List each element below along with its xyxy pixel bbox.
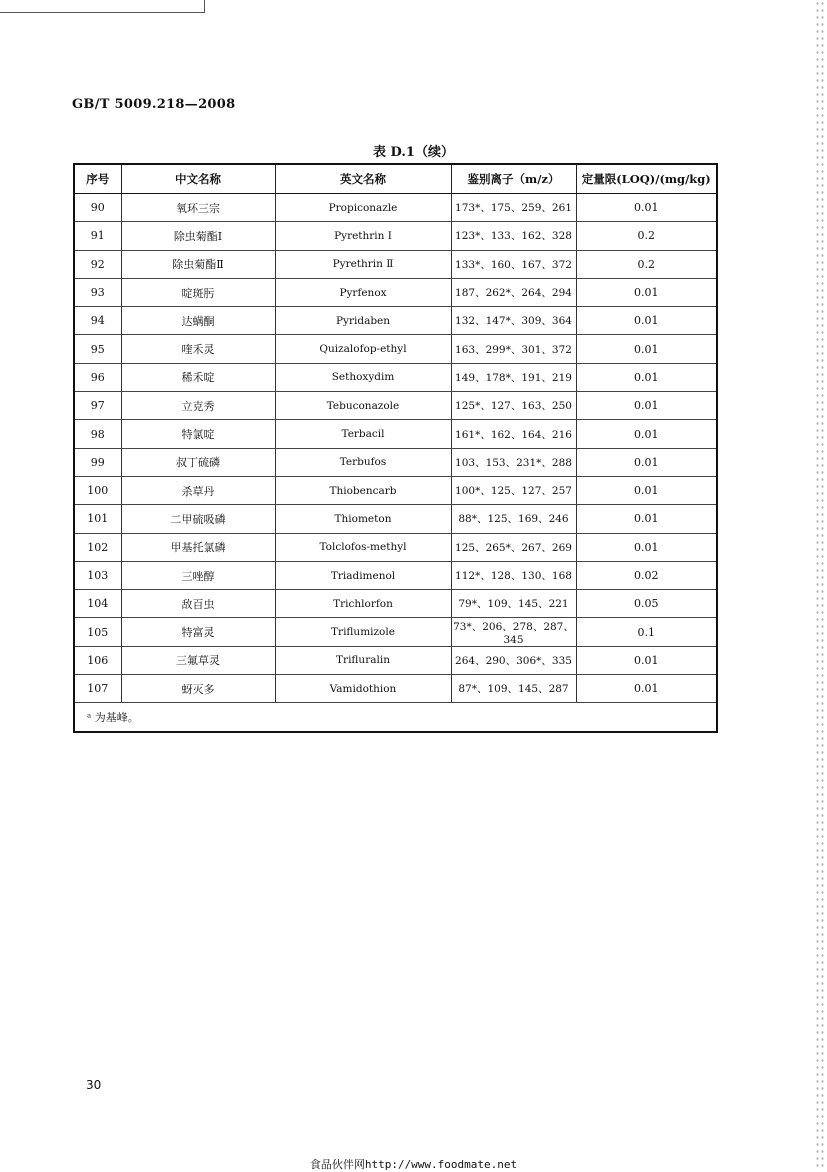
cell-en-name: Pyrfenox <box>275 278 451 306</box>
cell-loq: 0.2 <box>576 222 717 250</box>
table-row <box>74 505 717 533</box>
table-row <box>74 675 717 703</box>
pesticide-table <box>73 163 718 733</box>
table-row <box>74 307 717 335</box>
cell-ions: 125、265*、267、269 <box>451 533 576 561</box>
table-caption: 表 D.1（续） <box>373 145 454 160</box>
cell-cn-name: 三氟草灵 <box>121 646 275 674</box>
cell-loq: 0.01 <box>576 420 717 448</box>
cell-ions: 123*、133、162、328 <box>451 222 576 250</box>
footer-website: 食品伙伴网http://www.foodmate.net <box>309 1158 518 1171</box>
table-row <box>74 618 717 646</box>
page-number: 30 <box>86 1078 102 1092</box>
cell-no: 94 <box>74 307 121 335</box>
cell-en-name: Terbufos <box>275 448 451 476</box>
table-header-row <box>74 164 717 194</box>
cell-ions: 133*、160、167、372 <box>451 250 576 278</box>
cell-no: 96 <box>74 363 121 391</box>
cell-ions: 79*、109、145、221 <box>451 590 576 618</box>
cell-cn-name: 二甲硫吸磷 <box>121 505 275 533</box>
header-loq: 定量限(LOQ)/(mg/kg) <box>576 164 717 194</box>
cell-en-name: Propiconazle <box>275 194 451 222</box>
cell-no: 102 <box>74 533 121 561</box>
cell-en-name: Pyridaben <box>275 307 451 335</box>
cell-cn-name: 喹禾灵 <box>121 335 275 363</box>
cell-ions: 103、153、231*、288 <box>451 448 576 476</box>
cell-ions: 132、147*、309、364 <box>451 307 576 335</box>
cell-ions: 264、290、306*、335 <box>451 646 576 674</box>
top-rule-tick <box>204 0 205 13</box>
cell-ions: 73*、206、278、287、345 <box>451 618 576 646</box>
cell-en-name: Pyrethrin Ⅰ <box>275 222 451 250</box>
cell-cn-name: 氧环三宗 <box>121 194 275 222</box>
table-row <box>74 363 717 391</box>
cell-no: 95 <box>74 335 121 363</box>
cell-loq: 0.01 <box>576 363 717 391</box>
cell-en-name: Triadimenol <box>275 561 451 589</box>
cell-loq: 0.2 <box>576 250 717 278</box>
cell-en-name: Vamidothion <box>275 675 451 703</box>
cell-en-name: Tolclofos-methyl <box>275 533 451 561</box>
cell-loq: 0.01 <box>576 392 717 420</box>
table-row <box>74 222 717 250</box>
table-body <box>74 194 717 732</box>
cell-ions: 88*、125、169、246 <box>451 505 576 533</box>
cell-cn-name: 特氯啶 <box>121 420 275 448</box>
cell-no: 101 <box>74 505 121 533</box>
table-row <box>74 646 717 674</box>
cell-no: 98 <box>74 420 121 448</box>
cell-ions: 187、262*、264、294 <box>451 278 576 306</box>
cell-cn-name: 叔丁硫磷 <box>121 448 275 476</box>
cell-ions: 161*、162、164、216 <box>451 420 576 448</box>
cell-cn-name: 立克秀 <box>121 392 275 420</box>
cell-loq: 0.01 <box>576 335 717 363</box>
cell-no: 105 <box>74 618 121 646</box>
table-row <box>74 561 717 589</box>
cell-cn-name: 蚜灭多 <box>121 675 275 703</box>
cell-en-name: Triflumizole <box>275 618 451 646</box>
cell-en-name: Pyrethrin Ⅱ <box>275 250 451 278</box>
cell-ions: 149、178*、191、219 <box>451 363 576 391</box>
cell-en-name: Terbacil <box>275 420 451 448</box>
cell-en-name: Sethoxydim <box>275 363 451 391</box>
cell-en-name: Thiobencarb <box>275 476 451 504</box>
cell-cn-name: 达螨酮 <box>121 307 275 335</box>
table-row <box>74 392 717 420</box>
cell-loq: 0.02 <box>576 561 717 589</box>
cell-cn-name: 三唑醇 <box>121 561 275 589</box>
cell-loq: 0.01 <box>576 646 717 674</box>
cell-en-name: Trichlorfon <box>275 590 451 618</box>
table-row <box>74 476 717 504</box>
cell-no: 100 <box>74 476 121 504</box>
table-row <box>74 448 717 476</box>
table-row <box>74 278 717 306</box>
cell-cn-name: 啶斑肟 <box>121 278 275 306</box>
cell-no: 103 <box>74 561 121 589</box>
header-en-name: 英文名称 <box>275 164 451 194</box>
cell-no: 92 <box>74 250 121 278</box>
top-rule <box>0 12 205 13</box>
cell-en-name: Tebuconazole <box>275 392 451 420</box>
cell-no: 104 <box>74 590 121 618</box>
cell-ions: 100*、125、127、257 <box>451 476 576 504</box>
cell-en-name: Trifluralin <box>275 646 451 674</box>
cell-no: 99 <box>74 448 121 476</box>
cell-loq: 0.01 <box>576 194 717 222</box>
cell-en-name: Thiometon <box>275 505 451 533</box>
scan-edge-dots <box>815 0 825 1169</box>
table-row <box>74 420 717 448</box>
cell-cn-name: 杀草丹 <box>121 476 275 504</box>
header-cn-name: 中文名称 <box>121 164 275 194</box>
cell-loq: 0.01 <box>576 505 717 533</box>
cell-loq: 0.05 <box>576 590 717 618</box>
cell-en-name: Quizalofop-ethyl <box>275 335 451 363</box>
cell-ions: 112*、128、130、168 <box>451 561 576 589</box>
header-no: 序号 <box>74 164 121 194</box>
table-row <box>74 335 717 363</box>
cell-cn-name: 特富灵 <box>121 618 275 646</box>
cell-ions: 163、299*、301、372 <box>451 335 576 363</box>
cell-ions: 87*、109、145、287 <box>451 675 576 703</box>
cell-loq: 0.01 <box>576 307 717 335</box>
cell-no: 107 <box>74 675 121 703</box>
cell-loq: 0.1 <box>576 618 717 646</box>
cell-loq: 0.01 <box>576 675 717 703</box>
cell-no: 97 <box>74 392 121 420</box>
table-footnote-row <box>74 703 717 732</box>
table-row <box>74 250 717 278</box>
cell-ions: 125*、127、163、250 <box>451 392 576 420</box>
cell-ions: 173*、175、259、261 <box>451 194 576 222</box>
cell-loq: 0.01 <box>576 533 717 561</box>
table-footnote: ᵃ 为基峰。 <box>74 703 717 732</box>
cell-loq: 0.01 <box>576 448 717 476</box>
cell-cn-name: 除虫菊酯Ⅰ <box>121 222 275 250</box>
table-row <box>74 194 717 222</box>
standard-number: GB/T 5009.218—2008 <box>72 97 236 112</box>
cell-loq: 0.01 <box>576 278 717 306</box>
cell-loq: 0.01 <box>576 476 717 504</box>
cell-cn-name: 除虫菊酯Ⅱ <box>121 250 275 278</box>
cell-cn-name: 甲基托氯磷 <box>121 533 275 561</box>
table-row <box>74 533 717 561</box>
cell-no: 90 <box>74 194 121 222</box>
cell-cn-name: 敌百虫 <box>121 590 275 618</box>
header-ions: 鉴别离子（m/z） <box>451 164 576 194</box>
cell-no: 93 <box>74 278 121 306</box>
cell-no: 91 <box>74 222 121 250</box>
table-row <box>74 590 717 618</box>
cell-cn-name: 稀禾啶 <box>121 363 275 391</box>
cell-no: 106 <box>74 646 121 674</box>
